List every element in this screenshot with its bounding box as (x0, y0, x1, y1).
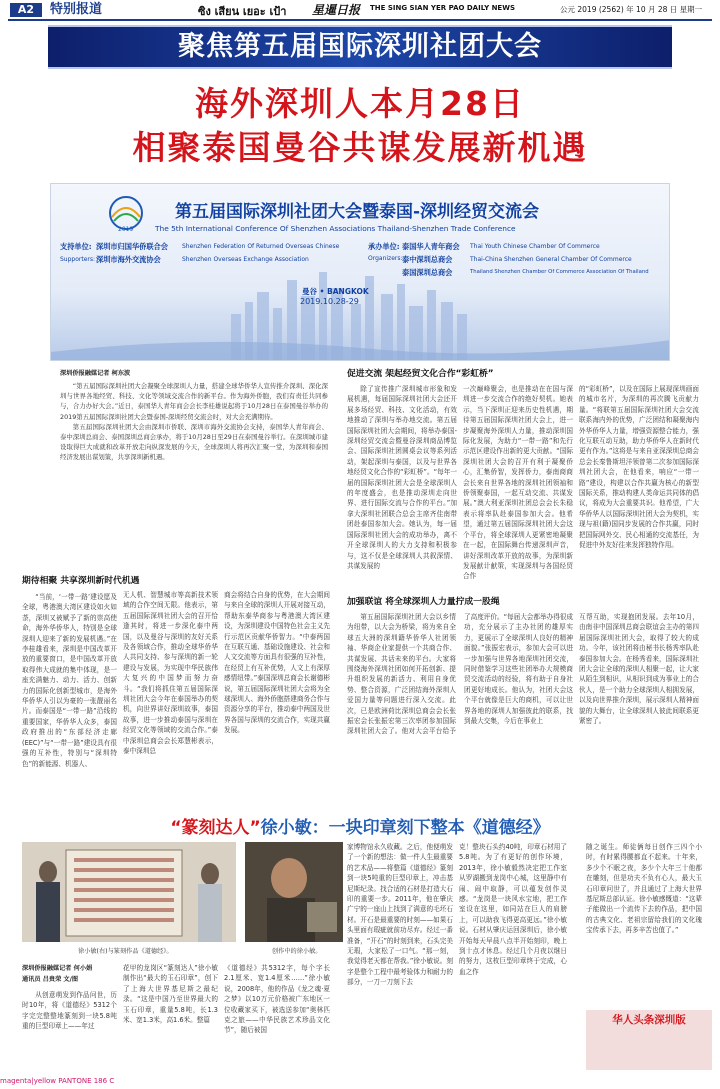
masthead-chinese: 星暹日报 (312, 3, 361, 17)
issue-date: 公元 2019 (2562) 年 10 月 28 日 星期一 (560, 5, 703, 14)
photo-placeholder-2 (245, 842, 343, 942)
supporters-label: 支持单位: (60, 242, 92, 251)
section-2-column-1: 从创意萌发到作品问世，历时10年，将《道德经》5312个字完完整整地篆刻到一块5.8吨重的巨型印章上——年过 (22, 991, 117, 1031)
section-2-heading (0, 813, 720, 838)
section-2-column-5: 克！整块石头约40吨，印章石材用了5.8吨。为了有更好的创作环境，2013年，徐小敏毅然决定把工作室从罗湖搬到龙岗中心城，这里静中有闹、闹中取静，可以蕴发创作灵感。“龙岗是一块风水宝地，把工作室设在这里，如同站在巨人的肩膀上，可以助我飞得更高更远。”徐小敏说。石材从肇庆运回深圳后，徐小敏开始每天早晨八点半开始刻印，晚上到十点才休息。经过几个月夜以继日的努力，这枚巨型印章终于完成，心血之作 (459, 843, 567, 976)
supporter-1-en: Shenzhen Federation Of Returned Overseas Chinese (182, 243, 340, 250)
ad-label: 华人头条深圳版 (612, 1014, 686, 1026)
poster-city: 曼谷 • BANGKOK (302, 287, 369, 296)
organizer-1-en: Thai Youth Chinese Chamber Of Commerce (470, 243, 600, 250)
banner-title: 聚焦第五届国际深圳社团大会 (178, 31, 542, 62)
svg-text:2019: 2019 (118, 226, 134, 233)
poster-title: 第五届国际深圳社团大会暨泰国-深圳经贸交流会 (175, 202, 540, 222)
conference-logo-icon (100, 193, 152, 233)
article-column-7: 第五届国际深圳社团大会以乡情为纽带，以大会为桥梁，将为来自全球五大洲的深圳籍华侨华人社团领袖、华商企业家提供一个共商合作、共谋发展、共话未来的平台。大家将围绕海外深圳社团如何开拓创新、提升组织发展的新活力、利用自身优势、整合资源，广泛团结海外深圳人爱国力量等问题进行深入交流。此次，已是欧洲荷比深圳总商会会长张振宏会长张振宏第三次率团参加国际深圳社团大会了。他对大会平台给予了高度评价。“每届大会都举办得很成功，充分展示了主办社团的雄厚实力，更展示了全球深圳人良好的精神面貌。”张振宏表示，参加大会可以进一步加强与世界各地深圳社团交流，同时借鉴学习这些社团举办大规模商贸交流活动的经验，将有助于自身社团更好地成长。他认为，社团大会这个平台就像是巨大的商机，可以让世界各地的深圳人加强彼此的联系，找到最大交集，今后在事业上 (347, 613, 573, 736)
section-2-credit-1: 深圳侨报融媒记者 何小娟 (22, 965, 93, 972)
headline-line-2: 相聚泰国曼谷共谋发展新机遇 (132, 128, 588, 167)
section-2-title-blue: 徐小敏：一块印章刻下整本《道德经》 (260, 818, 550, 838)
article-column-5: 一次巅峰聚会，也是推动在在国与深圳进一步交流合作的绝好契机。她表示，当下深圳正迎来历史性机遇，期待第五届国际深圳社团大会上，进一步凝聚海外深圳人力量，推动深圳国际化发展，为助力“一带一路”和先行示范区建设作出新的更大贡献。“国际深圳社团大会的召开有利于凝聚侨心，汇集侨智，发挥侨力，泰南商商会长来自世界各地的深圳社团领袖和侨领聚泰国，一起互动交流、共谋发展。”澳大利亚深圳社团总会会长朱稳表示将率队赴泰国参加大会。他希望，通过第五届国际深圳社团大会这个平台，将全球深圳人更紧密地凝聚在一起，在国际舞台传递深圳声音，讲好深圳改革开放的故事，为深圳新发展献计献策，实现深圳与各国经贸合作 (463, 385, 573, 581)
poster-dates: 2019.10.28-29 (300, 297, 359, 306)
section-label: 特别报道 (50, 2, 103, 17)
article-intro: “第五届国际深圳社团大会凝聚全球深圳人力量，搭建全球华侨华人宣传推介深圳、深化深圳与世界各地经贸、科技、文化等领域交流合作的新平台。作为海外侨胞，我们有责任共同参与，合力办好大会。”近日，泰国华人青年商会会长李桂雄说起将于10月28日在泰国曼谷举办的2019第五届国际深圳社团大会暨泰国-深圳经贸交流会时，对大会充满期待。 第五届国际深圳社团大会由深圳市侨联、深圳市海外交流协会支持，泰国华人青年商会、泰中深圳总商会、泰国深圳总商会承办，将于10月28日至29日在泰国曼谷举行。在深圳城市建设取得巨大成就和改革开放走向纵深发展的今天，全球深圳人将再次汇聚一堂，为深圳和泰国经济发展出谋划策，共享深圳新机遇。 (60, 382, 328, 462)
article-column-1: “当前，‘一带一路’建设愿及全球，粤港澳大湾区建设如火如荼，深圳又被赋予了新的崇高使命，海外华侨华人，特别是全球深圳人迎来了新的发展机遇。”在李桂雄看来，深圳是中国改革开放的重要窗口，是中国改革开放取得伟大成就的集中体现，是一座充满魅力、动力、活力、创新力的国际化创新型城市，是海外华侨华人引以为豪的一张靓丽名片。而泰国是“一带一路”沿线的重要国家，华侨华人众多，泰国政府推出的“东部经济走廊(EEC)”与“一带一路”建设具有很强的互补性，特别与“深圳特色”的新能源、机器人、 (22, 593, 117, 768)
section-2-column-4: 家博物馆永久收藏。之后，他便萌发了一个新的想法：做一件人生最重要的艺术品——将整篇《道德经》篆刻到一块5吨重的巨型印章上，冲击基尼斯纪录。找合适的石材是打造大石印的重要一步。2011年，他在肇庆广宁的一座山上找到了满意的毛坯石材。开石是最重要的时刻——如果石头里面有瑕疵就前功尽弃。经过一番准备，“开石”的时刻到来，石头完美无瑕，大家松了一口气。“那一刻，我觉得老天都在帮我。”徐小敏说。刻字是整个工程中最考验体力和耐力的部分，一刀一刀刻下去 (347, 843, 453, 987)
article-column-2: 无人机、智慧城市等高新技术领域的合作空间无限。他表示，第五届国际深圳社团大会的召开恰逢其时，将进一步深化泰中两国，以及曼谷与深圳的友好关系及各领域合作，推动全球华侨华人共同支持、参与深圳的新一轮建设与发展，为实现中华民族伟大复兴的中国梦而努力奋斗。“我们将抓住第五届国际深圳社团大会今年在泰国举办的契机，向世界讲好深圳故事，泰国故事，进一步推动泰国与深圳在经贸文化等领域的交流合作。”泰中深圳总商会会长郑慧彬表示，泰中深圳总 (123, 591, 218, 756)
organizers-label: 承办单位: (368, 242, 400, 251)
article-column-3: 商会将结合自身的优势，在大会期间与来自全球的深圳人开展对接互动，帮助东泰华商参与粤港澳大湾区建设，为深圳建设中国特色社会主义先行示范区贡献华侨智力。“中泰两国在互联互通、基础设施建设、社会和人文交流等方面具有很强的互补性，在经贸上有互补优势，人文上有深厚感情纽带。”泰国深圳总商会长谢德彬说，第五届国际深圳社团大会将为全球深圳人、海外侨胞搭建商务合作与资源分享的平台，推动泰中两国及世界各国与深圳的交流合作，实现共赢发展。 (224, 591, 330, 735)
subheading-1: 期待相聚 共享深圳新时代机遇 (22, 576, 140, 586)
section-2-credit-2: 通讯员 吕贵荣 文/图 (22, 976, 79, 983)
photo-artist-with-seal (22, 842, 236, 942)
photo-1-caption: 徐小敏(右)与篆刻作品《道德经》。 (78, 948, 173, 955)
section-2-title-red: “篆刻达人” (170, 818, 261, 838)
organizer-3-en: Thailand Shenzhen Chamber Of Commerce Association Of Thailand (470, 269, 649, 275)
supporter-2-en: Shenzhen Overseas Exchange Association (182, 256, 309, 263)
organizer-2-en: Thai-China Shenzhen General Chamber Of Commerce (470, 256, 632, 263)
organizer-3: 泰国深圳总商会 (402, 268, 453, 277)
print-color-mark: magenta|yellow PANTONE 186 C (0, 1077, 115, 1085)
article-column-4: 除了宣传推广深圳城市形象和发展机遇，每届国际深圳社团大会还开展多场经贸、科技、文化活动，有效地推动了深圳与举办地交流。第五届国际深圳社团大会期间，将举办泰国-深圳经贸交流会暨曼谷深圳商品博览会、国际深圳社团圆桌会议等系列活动，架起深圳与泰国，以及与世界各地经贸文化合作的“彩虹桥”。“每年一届的国际深圳社团大会是全球深圳人的年度盛会，也是推动深圳走向世界、进行国际交流与合作的平台。”加拿大深圳社团联合总会主席齐佳南带团赴泰国参加大会。她认为，每一届国际深圳社团大会的成功举办，离不开全球深圳人的大力支持和积极参与，这不仅是全球深圳人共叙深情、共谋发展的 (347, 385, 457, 570)
poster-subtitle: The 5th International Conference Of Shenzhen Associations Thailand-Shenzhen Trade Conference (155, 224, 516, 233)
supporter-2: 深圳市海外交流协会 (96, 255, 161, 264)
subheading-2: 促进交流 架起经贸文化合作“彩虹桥” (347, 369, 494, 379)
section-2-column-3: 《道德经》共5312字，每个字长2.1厘米、宽1.4厘米……”徐小敏说，2008年，他的作品《龙之魂·夏之梦》以10万元价格被广东地区一位收藏家买下，被选送参加“奥林匹克之旅——中华民族艺术珍品文化节”，随后被国 (224, 964, 330, 1035)
article-credit: 深圳侨报融媒记者 柯东波 (60, 370, 131, 377)
article-column-6: 的“彩虹桥”，以及在国际上展现深圳画面的城市名片，为深圳的再次腾飞贡献力量。“将联第五届国际深圳社团大会交流联系海内外的优势，广泛团结和凝聚海内外华侨华人力量，增强资源整合能力，强化互联互动互助，助力华侨华人在新时代更有作为。”这将是与来自亚深深圳总商会总会长秦鲁斯坦洋领曾第二次参加国际深圳社团大会，在他看来，响应“一带一路”建设，构建以合作共赢为核心的新型国际关系，推动构建人类命运共同体的倡议，将成为大会重要共识。他希望，广大华侨华人以国际深圳社团大会为契机，实现与祖(籍)国同步发展的合作共赢，同时把国际网外交、民心相通的交流基任，为促进中外友好往来发挥独特作用。 (579, 385, 699, 550)
subheading-3: 加强联谊 将全球深圳人力量拧成一股绳 (347, 597, 500, 607)
headline-line-1: 海外深圳人本月28日 (195, 84, 525, 123)
masthead-thai: ซิง เสียน เยอะ เป้า (198, 5, 287, 18)
supporter-1: 深圳市归国华侨联合会 (96, 242, 168, 251)
section-2-column-6: 随之诞生。师徒俩每日创作三四个小时，有时累得腰都直不起来。十年来，多少个不眠之夜，多少个大年三十他都在雕刻，但是功夫不负有心人，最大玉石印章问世了，并且通过了上海大世界基尼斯总部认证。徐小敏感慨道：“这辈子能做出一个流传下去的作品，把中国的古典文化、老祖宗留给我们的文化瑰宝传承下去，再多辛苦也值了。” (586, 843, 702, 935)
article-column-8: 互帮互助，实现抱团发展。去年10月，由南非中国深圳总商会联谊会主办的第四届国际深圳社团大会，取得了较大的成功。今年，该社团将由秘书长杨秀率队赴泰国参加大会。在杨秀看来，国际深圳社团大会让全球的深圳人相聚一起，让大家从陌生到相识，从相识到成为事业上的合伙人，是一个助力全球深圳人相拥发展，以及向世界推介深圳，展示深圳人精神面貌的大舞台，让全球深圳人彼此间联系更紧密了。 (579, 613, 699, 726)
supporters-label-en: Supporters: (60, 256, 96, 263)
photo-2-caption: 创作中的徐小敏。 (272, 948, 322, 955)
page-number: A2 (10, 3, 42, 17)
organizers-label-en: Organizers: (368, 255, 403, 262)
photo-placeholder-1 (22, 842, 236, 942)
organizer-2: 泰中深圳总商会 (402, 255, 453, 264)
photo-artist-carving (245, 842, 343, 942)
section-2-column-2: 花甲的龙岗区“篆刻达人”徐小敏制作出“最大的玉石印章”，创下了上海大世界基尼斯之最纪录。“这是中国乃至世界最大的玉石印章，重量5.8吨，长1.3米、宽1.3米，高1.6米。整篇 (123, 964, 218, 1025)
organizer-1: 泰国华人青年商会 (402, 242, 460, 251)
masthead-english: THE SING SIAN YER PAO DAILY NEWS (370, 4, 515, 12)
header-rule (8, 19, 712, 21)
